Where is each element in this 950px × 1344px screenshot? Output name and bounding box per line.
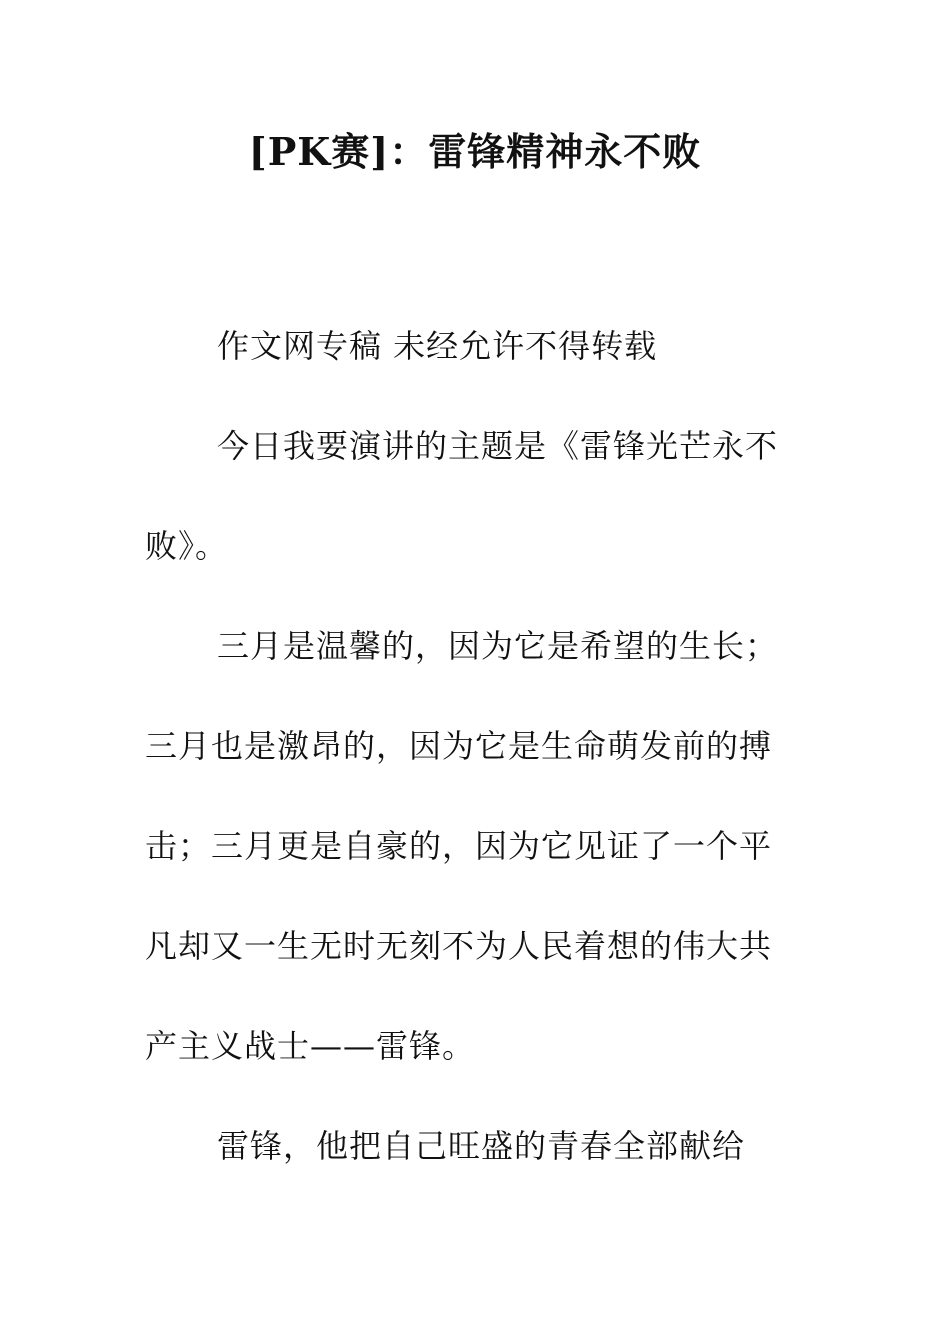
page-title: [PK赛]：雷锋精神永不败 — [248, 129, 702, 174]
paragraph-speech-topic: 今日我要演讲的主题是《雷锋光芒永不败》。 — [145, 427, 779, 565]
paragraph-copyright-note: 作文网专稿 未经允许不得转载 — [217, 327, 658, 365]
paragraph-lei-feng-youth: 雷锋，他把自己旺盛的青春全部献给 — [217, 1127, 746, 1165]
document-body — [145, 296, 801, 1196]
paragraph-march-intro: 三月是温馨的，因为它是希望的生长；三月也是激昂的，因为它是生命萌发前的搏击；三月更是自豪的，因为它见证了一个平凡却又一生无时无刻不为人民着想的伟大共产主义战士——雷锋。 — [145, 627, 779, 1065]
